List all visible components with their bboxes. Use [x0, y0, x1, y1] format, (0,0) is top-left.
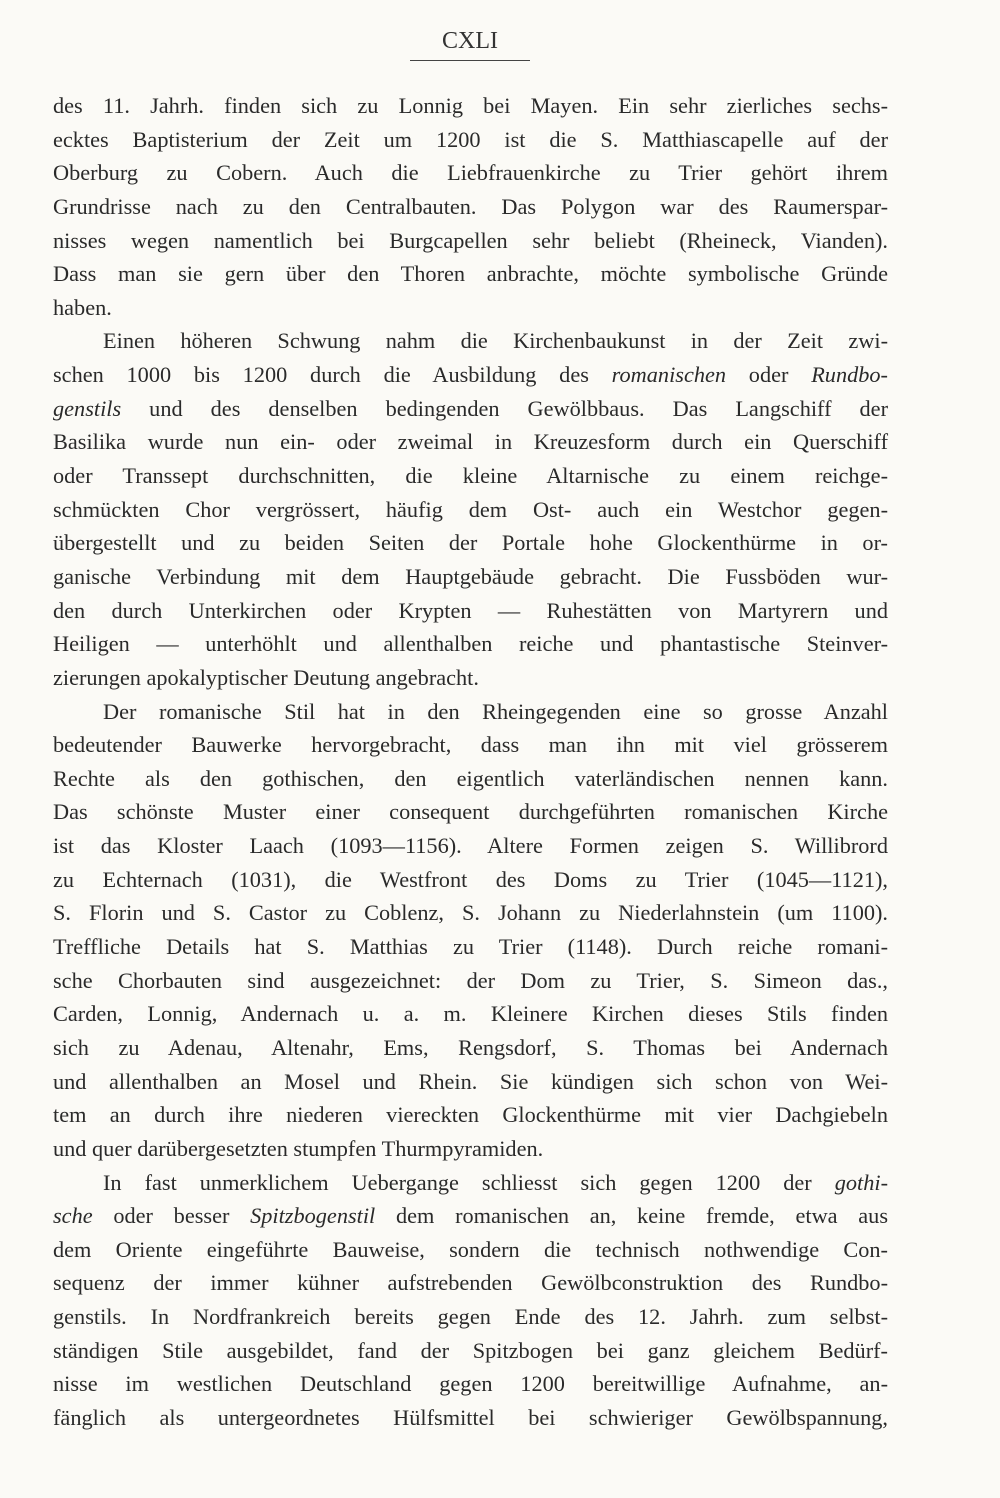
text-segment: fänglich als untergeordnetes Hülfsmittel bei schwieriger Gewölbspannung, — [53, 1404, 888, 1430]
text-segment: und allenthalben an Mosel und Rhein. Sie kündigen sich schon von Wei- — [53, 1068, 888, 1094]
italic-text: gothi- — [834, 1169, 888, 1195]
text-segment: ecktes Baptisterium der Zeit um 1200 ist die S. Matthiascapelle auf der — [53, 126, 888, 152]
text-line — [53, 695, 888, 729]
text-line — [53, 123, 888, 157]
text-line — [53, 1065, 888, 1099]
text-segment: zierungen apokalyptischer Deutung angebracht. — [53, 664, 479, 690]
text-line — [53, 190, 888, 224]
text-line — [53, 1266, 888, 1300]
text-segment: des 11. Jahrh. finden sich zu Lonnig bei Mayen. Ein sehr zierliches sechs- — [53, 93, 888, 118]
text-line — [53, 829, 888, 863]
text-line — [53, 863, 888, 897]
text-line — [53, 964, 888, 998]
text-segment: oder besser — [92, 1203, 251, 1229]
text-segment: übergestellt und zu beiden Seiten der Portale hohe Glockenthürme in or- — [53, 530, 888, 556]
text-line — [53, 257, 888, 291]
italic-text: genstils — [53, 395, 122, 421]
paragraph — [53, 324, 888, 694]
text-segment: und quer darübergesetzten stumpfen Thurmpyramiden. — [53, 1135, 544, 1161]
header-rule — [410, 60, 530, 61]
text-segment: dem romanischen an, keine fremde, etwa aus — [375, 1203, 889, 1229]
text-segment: Heiligen — unterhöhlt und allenthalben reiche und phantastische Steinver- — [53, 631, 888, 657]
text-line — [53, 627, 888, 661]
text-segment: Rechte als den gothischen, den eigentlich vaterländischen nennen kann. — [53, 765, 888, 791]
text-line — [53, 156, 888, 190]
text-line — [53, 762, 888, 796]
text-segment: bedeutender Bauwerke hervorgebracht, dass man ihn mit viel grösserem — [53, 732, 888, 758]
paragraph — [53, 695, 888, 1166]
text-segment: genstils. In Nordfrankreich bereits gegen Ende des 12. Jahrh. zum selbst- — [53, 1304, 888, 1330]
text-segment: Dass man sie gern über den Thoren anbrachte, möchte symbolische Gründe — [53, 261, 888, 287]
text-segment: sche Chorbauten sind ausgezeichnet: der Dom zu Trier, S. Simeon das., — [53, 967, 888, 993]
page-number: CXLI — [442, 28, 498, 54]
text-line — [53, 997, 888, 1031]
text-line — [53, 728, 888, 762]
italic-text: Rundbo- — [811, 362, 888, 388]
text-line — [53, 1166, 888, 1200]
text-segment: Das schönste Muster einer consequent durchgeführten romanischen Kirche — [53, 799, 888, 825]
text-segment: tem an durch ihre niederen viereckten Glockenthürme mit vier Dachgiebeln — [53, 1102, 888, 1128]
text-line — [53, 560, 888, 594]
text-line — [53, 1031, 888, 1065]
text-line — [53, 1132, 888, 1166]
text-segment: schen 1000 bis 1200 durch die Ausbildung des — [53, 362, 612, 388]
text-line — [53, 526, 888, 560]
italic-text: Spitzbogenstil — [250, 1203, 376, 1229]
text-segment: sequenz der immer kühner aufstrebenden Gewölbconstruktion des Rundbo- — [53, 1270, 888, 1296]
text-line — [53, 493, 888, 527]
text-segment: sich zu Adenau, Altenahr, Ems, Rengsdorf, S. Thomas bei Andernach — [53, 1034, 888, 1060]
text-line — [53, 425, 888, 459]
text-segment: Der romanische Stil hat in den Rheingegenden eine so grosse Anzahl — [103, 698, 888, 724]
text-segment: Oberburg zu Cobern. Auch die Liebfrauenkirche zu Trier gehört ihrem — [53, 160, 888, 186]
text-segment: ist das Kloster Laach (1093—1156). Altere Formen zeigen S. Willibrord — [53, 833, 888, 859]
text-line — [53, 324, 888, 358]
text-segment: den durch Unterkirchen oder Krypten — Ruhestätten von Martyrern und — [53, 597, 888, 623]
paragraph — [53, 89, 888, 324]
paragraph — [53, 1166, 888, 1435]
text-segment: Carden, Lonnig, Andernach u. a. m. Kleinere Kirchen dieses Stils finden — [53, 1001, 888, 1027]
text-line — [53, 459, 888, 493]
italic-text: romanischen — [611, 362, 727, 388]
text-line — [53, 594, 888, 628]
text-segment: ganische Verbindung mit dem Hauptgebäude gebracht. Die Fussböden wur- — [53, 563, 888, 589]
text-line — [53, 1367, 888, 1401]
text-line — [53, 291, 888, 325]
text-line — [53, 1300, 888, 1334]
text-segment: nisse im westlichen Deutschland gegen 1200 bereitwillige Aufnahme, an- — [53, 1371, 888, 1397]
text-line — [53, 896, 888, 930]
text-line — [53, 1334, 888, 1368]
text-segment: haben. — [53, 294, 112, 320]
text-line — [53, 1401, 888, 1435]
text-line — [53, 795, 888, 829]
text-line — [53, 1098, 888, 1132]
text-segment: dem Oriente eingeführte Bauweise, sondern die technisch nothwendige Con- — [53, 1236, 888, 1262]
text-segment: oder Transsept durchschnitten, die kleine Altarnische zu einem reichge- — [53, 463, 888, 489]
text-segment: schmückten Chor vergrössert, häufig dem Ost- auch ein Westchor gegen- — [53, 496, 888, 522]
text-segment: Grundrisse nach zu den Centralbauten. Das Polygon war des Raumerspar- — [53, 193, 888, 219]
text-segment: ständigen Stile ausgebildet, fand der Spitzbogen bei ganz gleichem Bedürf- — [53, 1337, 888, 1363]
text-segment: S. Florin und S. Castor zu Coblenz, S. Johann zu Niederlahnstein (um 1100). — [53, 900, 888, 926]
text-segment: und des denselben bedingenden Gewölbbaus. Das Langschiff der — [121, 395, 888, 421]
text-line — [53, 224, 888, 258]
text-segment: In fast unmerklichem Uebergange schliesst sich gegen 1200 der — [103, 1169, 835, 1195]
text-segment: Basilika wurde nun ein- oder zweimal in Kreuzesform durch ein Querschiff — [53, 429, 888, 455]
body-text — [53, 89, 888, 1435]
text-line — [53, 392, 888, 426]
text-segment: Treffliche Details hat S. Matthias zu Trier (1148). Durch reiche romani- — [53, 934, 888, 960]
text-segment: Einen höheren Schwung nahm die Kirchenbaukunst in der Zeit zwi- — [103, 328, 888, 354]
text-line — [53, 1199, 888, 1233]
text-line — [53, 661, 888, 695]
text-line — [53, 1233, 888, 1267]
text-line — [53, 89, 888, 123]
text-segment: oder — [726, 362, 812, 388]
text-segment: nisses wegen namentlich bei Burgcapellen sehr beliebt (Rheineck, Vianden). — [53, 227, 888, 253]
italic-text: sche — [53, 1203, 93, 1229]
text-line — [53, 930, 888, 964]
text-segment: zu Echternach (1031), die Westfront des Doms zu Trier (1045—1121), — [53, 866, 888, 892]
text-line — [53, 358, 888, 392]
